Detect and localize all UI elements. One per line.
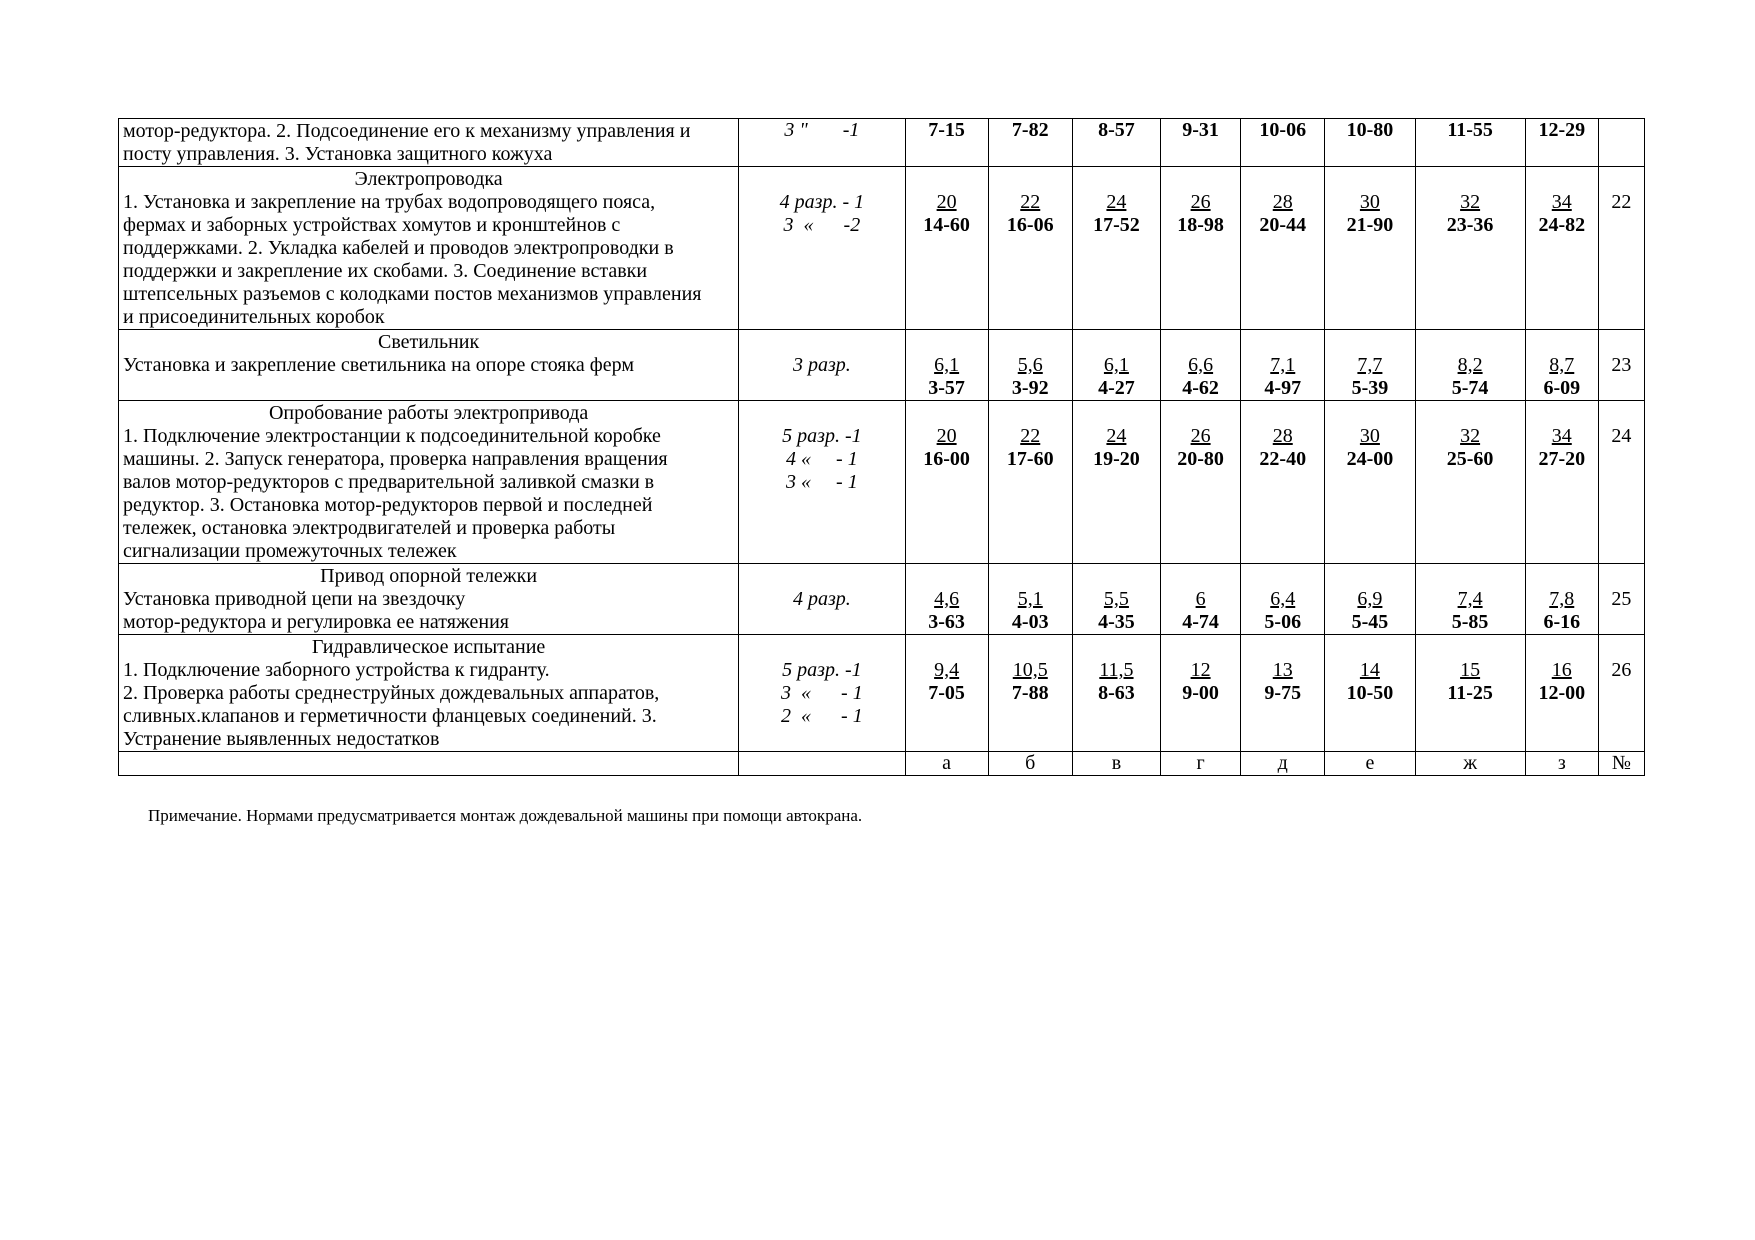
rate-cost: 3-92 [1011,377,1049,399]
time-norm: 6,1 [934,354,960,376]
work-description: 1. Установка и закрепление на трубах водопроводящего пояса, фермах и заборных устройствах хомутов и кронштейнов с поддержками. 2. Укладка кабелей и проводов электропроводки в поддержки и закрепление их скобами. 3. Соединение вставки штепсельных разъемов с колодками постов механизмов управления и присоединительных коробок [123,191,702,328]
value-cell [1072,119,1160,167]
worker-category-cell [739,167,905,330]
worker-category-cell [739,401,905,564]
time-norm: 11,5 [1099,659,1134,681]
rate-cost: 5-45 [1351,611,1389,633]
work-description: мотор-редуктора. 2. Подсоединение его к механизму управления и посту управления. 3. Установка защитного кожуха [123,120,691,165]
row-number: 23 [1611,354,1632,376]
work-description-cell [119,401,739,564]
row-number: 22 [1611,191,1632,213]
value-cell [1241,564,1325,635]
value-cell [1525,564,1598,635]
time-norm: 30 [1359,191,1380,213]
rate-cost: 23-36 [1446,214,1494,236]
rate-cost: 16-06 [1006,214,1054,236]
table-row [119,401,1645,564]
time-norm: 28 [1272,191,1293,213]
section-title: Светильник [378,331,480,353]
rate-cost: 7-05 [928,682,965,704]
time-norm: 13 [1272,659,1293,681]
worker-category: 5 разр. -1 4 « - 1 3 « - 1 [782,425,862,493]
time-norm: 24 [1106,191,1127,213]
value-cell [1072,564,1160,635]
value-cell [1525,167,1598,330]
work-description: 1. Подключение электростанции к подсоединительной коробке машины. 2. Запуск генератора, проверка направления вращения валов мотор-редукторов с предварительной заливкой смазки в редуктор. 3. Остановка мотор-редукторов первой и последней тележек, остановка электродвигателей и проверка работы сигнализации промежуточных тележек [123,425,668,562]
work-description-cell [119,119,739,167]
work-description-cell [119,564,739,635]
rate-cost: 8-57 [1098,119,1135,141]
value-cell [1161,564,1241,635]
value-cell [1415,401,1525,564]
worker-category: 3 разр. [792,354,851,376]
time-norm: 30 [1359,425,1380,447]
footnote: Примечание. Нормами предусматривается монтаж дождевальной машины при помощи автокрана. [148,806,863,825]
worker-category-cell [739,330,905,401]
time-norm: 6 [1195,588,1206,610]
column-letter: е [1325,752,1415,776]
value-cell [1161,330,1241,401]
value-cell [988,401,1072,564]
table-row [119,330,1645,401]
row-number [1599,119,1644,143]
time-norm: 16 [1551,659,1572,681]
work-description: Установка приводной цепи на звездочку мотор-редуктора и регулировка ее натяжения [123,588,509,633]
value-cell [905,330,988,401]
rate-cost: 8-63 [1098,682,1135,704]
value-cell [1161,635,1241,752]
time-norm: 6,1 [1103,354,1129,376]
time-norm: 32 [1460,191,1481,213]
time-norm: 34 [1551,191,1572,213]
worker-category: 4 разр. - 1 3 « -2 [779,191,865,236]
rate-cost: 11-55 [1447,119,1493,141]
rate-cost: 4-35 [1098,611,1135,633]
value-cell [1415,119,1525,167]
column-letters-row [119,752,1645,776]
rate-cost: 5-74 [1451,377,1489,399]
rate-cost: 5-06 [1264,611,1302,633]
value-cell [1325,119,1415,167]
value-cell [1161,167,1241,330]
rate-cost: 20-44 [1259,214,1307,236]
table-row [119,635,1645,752]
value-cell [1525,119,1598,167]
time-norm: 5,5 [1103,588,1129,610]
norms-table [118,118,1645,776]
section-title: Электропроводка [354,168,503,190]
section-title: Привод опорной тележки [320,565,538,587]
time-norm: 15 [1460,659,1481,681]
worker-category-cell [739,119,905,167]
time-norm: 4,6 [934,588,960,610]
value-cell [1415,167,1525,330]
value-cell [988,635,1072,752]
rate-cost: 4-62 [1182,377,1219,399]
time-norm: 6,4 [1270,588,1296,610]
rate-cost: 27-20 [1538,448,1586,470]
rate-cost: 10-06 [1259,119,1307,141]
work-description: 1. Подключение заборного устройства к гидранту. 2. Проверка работы среднеструйных дождевальных аппаратов, сливных.клапанов и герметичности фланцевых соединений. 3. Устранение выявленных недостатков [123,659,660,750]
rate-cost: 9-75 [1264,682,1302,704]
time-norm: 12 [1190,659,1211,681]
rate-cost: 9-00 [1182,682,1219,704]
value-cell [1072,330,1160,401]
value-cell [1072,167,1160,330]
worker-category: 4 разр. [792,588,851,610]
row-number-cell [1598,564,1644,635]
column-letter: д [1241,752,1325,776]
time-norm: 20 [936,425,957,447]
value-cell [1241,330,1325,401]
value-cell [905,167,988,330]
rate-cost: 3-57 [928,377,965,399]
table-row [119,119,1645,167]
time-norm: 14 [1359,659,1380,681]
rate-cost: 12-29 [1538,119,1586,141]
value-cell [1241,119,1325,167]
time-norm: 5,1 [1017,588,1043,610]
value-cell [1325,564,1415,635]
column-letter: № [1598,752,1644,776]
value-cell [1072,401,1160,564]
work-description-cell [119,635,739,752]
row-number: 24 [1611,425,1632,447]
value-cell [988,119,1072,167]
column-letter: ж [1415,752,1525,776]
rate-cost: 3-63 [928,611,965,633]
time-norm: 10,5 [1012,659,1048,681]
rate-cost: 11-25 [1447,682,1493,704]
time-norm: 20 [936,191,957,213]
time-norm: 26 [1190,425,1211,447]
row-number: 26 [1611,659,1632,681]
value-cell [988,564,1072,635]
rate-cost: 9-31 [1182,119,1219,141]
rate-cost: 17-52 [1093,214,1140,236]
rate-cost: 4-97 [1264,377,1302,399]
rate-cost: 5-85 [1451,611,1489,633]
time-norm: 6,6 [1188,354,1214,376]
value-cell [1525,330,1598,401]
rate-cost: 7-88 [1011,682,1049,704]
value-cell [905,564,988,635]
worker-category: 5 разр. -1 3 « - 1 2 « - 1 [781,659,863,727]
table-row [119,564,1645,635]
rate-cost: 18-98 [1177,214,1224,236]
rate-cost: 24-00 [1346,448,1394,470]
rate-cost: 10-80 [1346,119,1394,141]
value-cell [1325,330,1415,401]
rate-cost: 10-50 [1346,682,1394,704]
work-description: Установка и закрепление светильника на опоре стояка ферм [123,354,634,376]
column-letter: б [988,752,1072,776]
section-title: Опробование работы электропривода [268,402,589,424]
time-norm: 22 [1020,425,1041,447]
value-cell [988,330,1072,401]
value-cell [1525,401,1598,564]
value-cell [1325,635,1415,752]
rate-cost: 25-60 [1446,448,1494,470]
worker-category: 3 " -1 [784,119,860,141]
time-norm: 7,8 [1549,588,1575,610]
time-norm: 32 [1460,425,1481,447]
value-cell [1241,635,1325,752]
rate-cost: 24-82 [1538,214,1586,236]
rate-cost: 22-40 [1259,448,1307,470]
rate-cost: 7-82 [1011,119,1049,141]
rate-cost: 19-20 [1093,448,1140,470]
time-norm: 22 [1020,191,1041,213]
value-cell [1415,635,1525,752]
worker-category-cell [739,635,905,752]
value-cell [988,167,1072,330]
value-cell [1241,167,1325,330]
value-cell [905,401,988,564]
time-norm: 7,1 [1270,354,1296,376]
work-description-cell [119,330,739,401]
table-row [119,167,1645,330]
time-norm: 7,7 [1357,354,1383,376]
value-cell [1072,635,1160,752]
row-number: 25 [1611,588,1632,610]
table-body [119,119,1645,776]
value-cell [1241,401,1325,564]
value-cell [1161,119,1241,167]
value-cell [1525,635,1598,752]
row-number-cell [1598,635,1644,752]
row-number-cell [1598,119,1644,167]
rate-cost: 4-74 [1182,611,1219,633]
rate-cost: 21-90 [1346,214,1394,236]
column-letter: г [1161,752,1241,776]
value-cell [1325,401,1415,564]
rate-cost: 4-03 [1011,611,1049,633]
value-cell [905,119,988,167]
work-description-cell [119,167,739,330]
time-norm: 5,6 [1017,354,1043,376]
time-norm: 8,2 [1457,354,1483,376]
rate-cost: 16-00 [923,448,970,470]
rate-cost: 12-00 [1538,682,1586,704]
rate-cost: 6-16 [1543,611,1581,633]
value-cell [1415,330,1525,401]
time-norm: 28 [1272,425,1293,447]
section-title: Гидравлическое испытание [311,636,546,658]
rate-cost: 17-60 [1006,448,1054,470]
time-norm: 9,4 [934,659,960,681]
value-cell [1325,167,1415,330]
value-cell [1161,401,1241,564]
rate-cost: 7-15 [928,119,965,141]
value-cell [905,635,988,752]
column-letter: в [1072,752,1160,776]
time-norm: 8,7 [1549,354,1575,376]
empty-cell [119,752,739,776]
time-norm: 34 [1551,425,1572,447]
rate-cost: 4-27 [1098,377,1135,399]
worker-category-cell [739,564,905,635]
rate-cost: 14-60 [923,214,970,236]
column-letter: а [905,752,988,776]
value-cell [1415,564,1525,635]
row-number-cell [1598,330,1644,401]
time-norm: 6,9 [1357,588,1383,610]
column-letter: з [1525,752,1598,776]
row-number-cell [1598,167,1644,330]
rate-cost: 5-39 [1351,377,1389,399]
row-number-cell [1598,401,1644,564]
rate-cost: 6-09 [1543,377,1581,399]
time-norm: 24 [1106,425,1127,447]
rate-cost: 20-80 [1177,448,1224,470]
empty-cell [739,752,905,776]
time-norm: 26 [1190,191,1211,213]
time-norm: 7,4 [1457,588,1483,610]
